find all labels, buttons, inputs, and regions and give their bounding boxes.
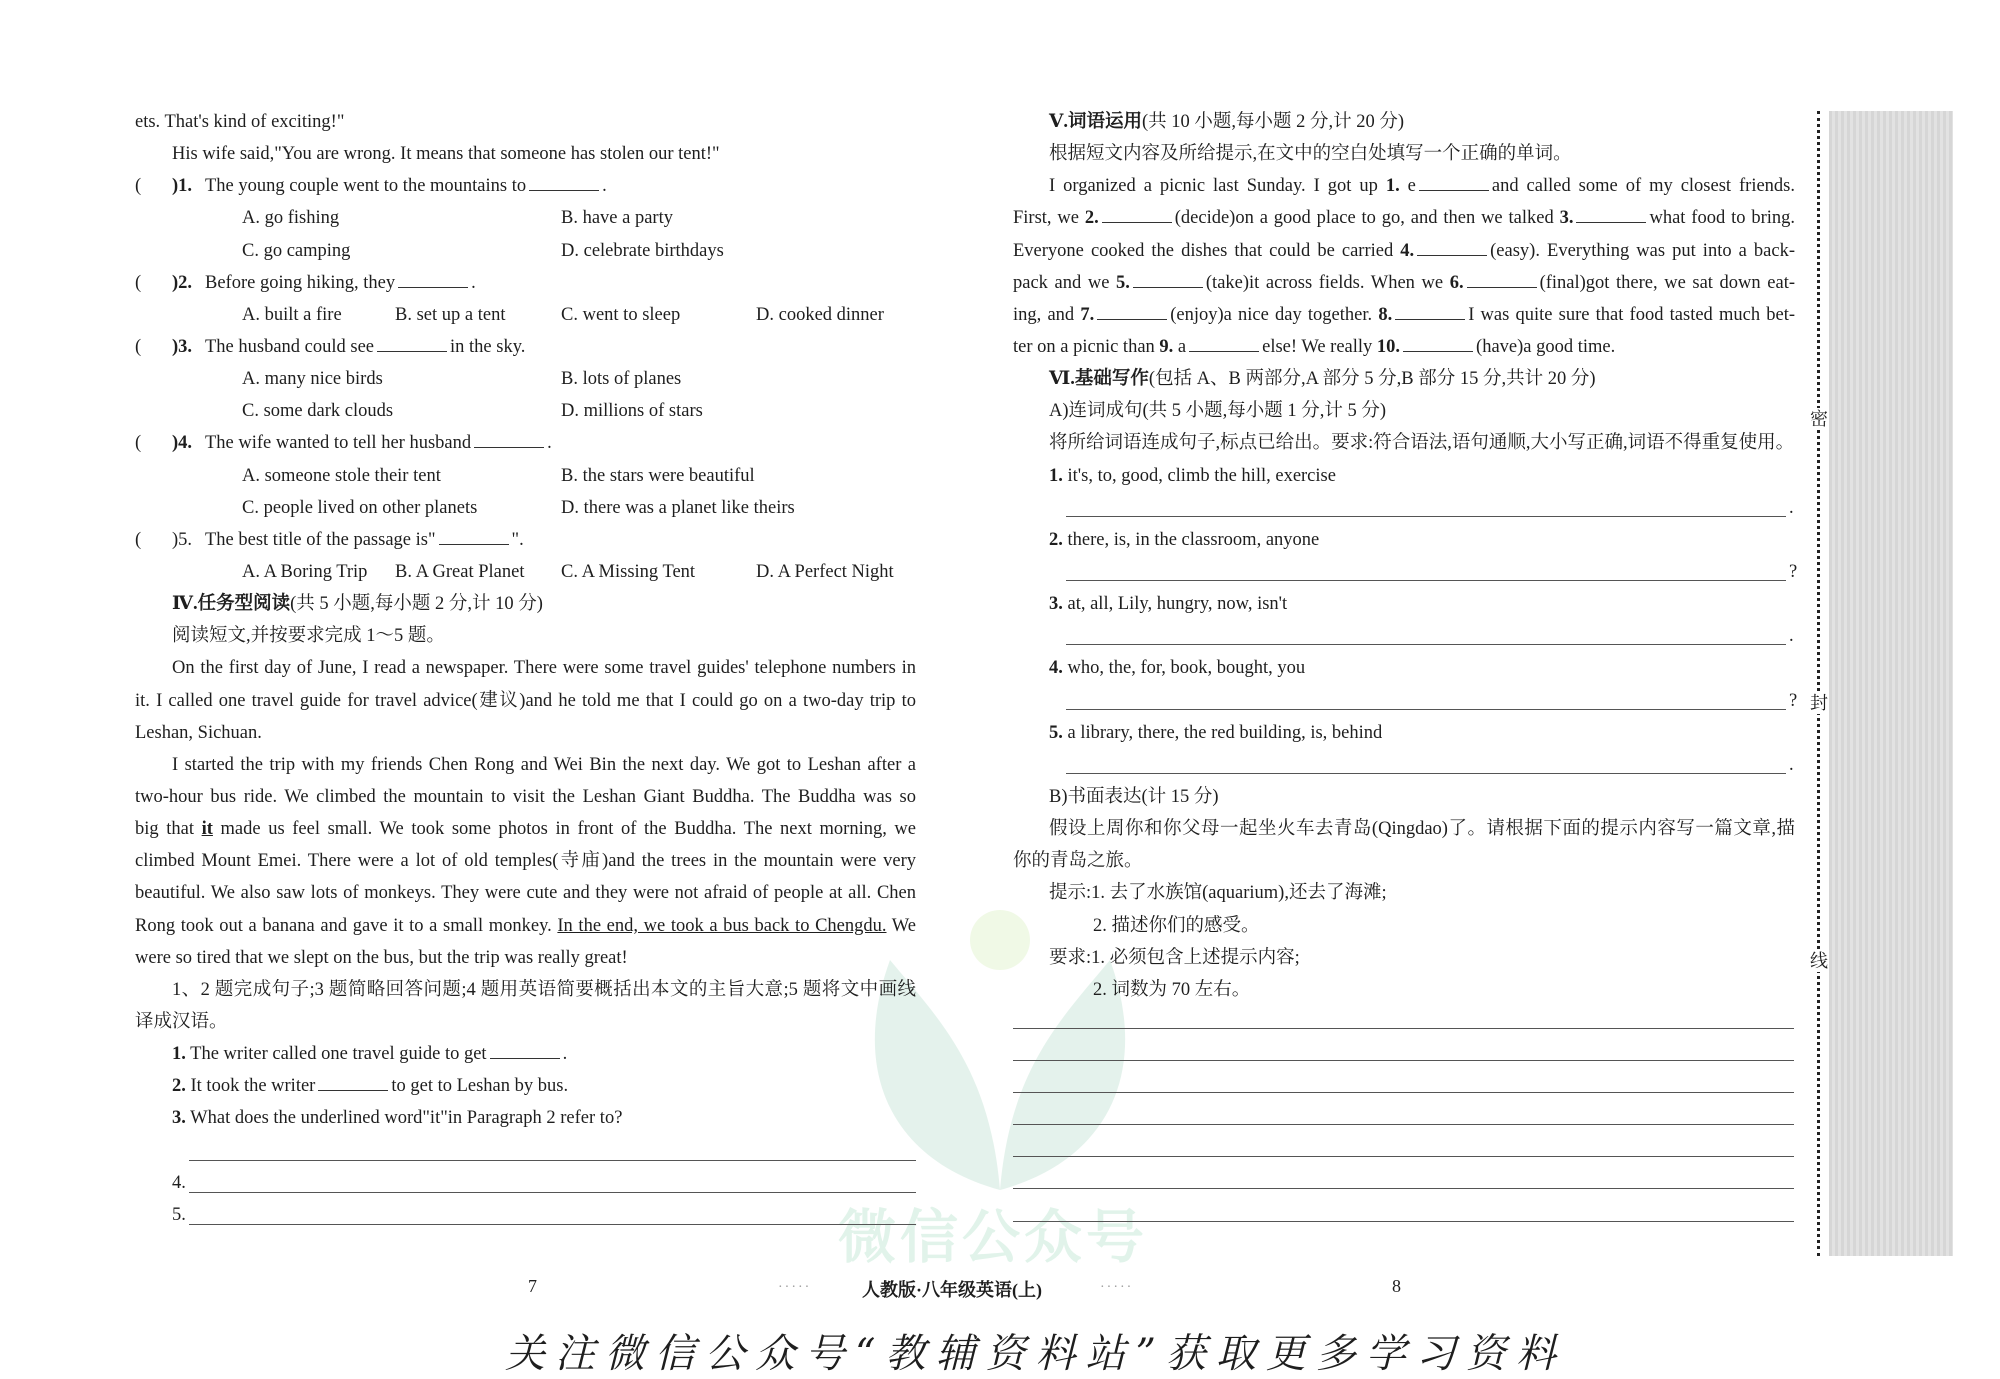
- options-row: [135, 363, 916, 395]
- scramble-item-5: [1049, 717, 1795, 749]
- blank-8[interactable]: [1395, 299, 1465, 320]
- answer-punct: .: [1789, 498, 1794, 518]
- blank-number: 9.: [1159, 337, 1174, 357]
- part-b-prompt: 你的青岛之旅。: [1013, 851, 1143, 871]
- item-words: who, the, for, book, bought, you: [1067, 658, 1306, 678]
- answer-punct: .: [1789, 755, 1794, 775]
- section-title: Ⅵ.基础写作: [1049, 369, 1149, 389]
- writing-line[interactable]: [1013, 1028, 1794, 1029]
- blank: [398, 267, 468, 288]
- option-c: C. A Missing Tent: [561, 562, 696, 582]
- scramble-item-4: [1049, 652, 1795, 684]
- text: I was quite sure that food tasted much bet-: [1468, 305, 1795, 325]
- blank: [439, 524, 509, 545]
- hint: e: [1399, 176, 1416, 196]
- blank-6[interactable]: [1467, 267, 1537, 288]
- answer-line-4[interactable]: [1066, 709, 1786, 710]
- option-d: D. cooked dinner: [756, 305, 884, 325]
- item-words: a library, there, the red building, is, behind: [1067, 723, 1383, 743]
- question-number: )4.: [172, 433, 193, 453]
- task-text: It took the writer: [190, 1076, 316, 1096]
- task-text: The writer called one travel guide to get: [190, 1044, 487, 1064]
- binding-margin: [1829, 111, 1953, 1256]
- item-number: 5.: [1049, 723, 1063, 743]
- part-b-prompt: 假设上周你和你父母一起坐火车去青岛(Qingdao)了。请根据下面的提示内容写一篇文章,描: [1049, 819, 1795, 839]
- passage-line: it. I called one travel guide for travel advice(建议)and he told me that I could go on a two-day trip to: [135, 691, 916, 711]
- options-row: [135, 299, 916, 331]
- binding-label-feng: 封: [1810, 693, 1828, 713]
- answer-line-3[interactable]: [189, 1160, 916, 1161]
- task-end: .: [562, 1044, 568, 1064]
- scramble-item-3: [1049, 588, 1795, 620]
- passage-line: climbed Mount Emei. There were a lot of old temples(寺庙)and the trees in the mountain were very: [135, 851, 916, 871]
- option-c: C. go camping: [242, 241, 351, 261]
- writing-line[interactable]: [1013, 1156, 1794, 1157]
- requirement-2: 2. 词数为 70 左右。: [1093, 980, 1251, 1000]
- question-end: .: [471, 273, 476, 293]
- blank: [474, 427, 544, 448]
- task-1: [172, 1038, 916, 1070]
- option-a: A. go fishing: [242, 208, 340, 228]
- answer-line-2[interactable]: [1066, 580, 1786, 581]
- question-2: [135, 267, 916, 299]
- passage-end-line: ets. That's kind of exciting!": [135, 112, 345, 132]
- item-words: there, is, in the classroom, anyone: [1067, 530, 1320, 550]
- blank-5[interactable]: [1133, 267, 1203, 288]
- section-6-heading: [1049, 363, 1795, 395]
- section-score: (共 5 小题,每小题 2 分,计 10 分): [290, 594, 543, 614]
- passage-line: [135, 910, 916, 942]
- footer-dots: ·····: [778, 1280, 812, 1295]
- promo-banner: 关注微信公众号“教辅资料站”获取更多学习资料: [505, 1331, 1566, 1377]
- item-words: at, all, Lily, hungry, now, isn't: [1067, 594, 1288, 614]
- question-end: .: [602, 176, 607, 196]
- section-title: Ⅴ.词语运用: [1049, 112, 1142, 132]
- text: Rong took out a banana and gave it to a small monkey.: [135, 916, 552, 936]
- option-b: B. set up a tent: [395, 305, 506, 325]
- question-1: [135, 170, 916, 202]
- cloze-line: [1013, 202, 1795, 234]
- answer-punct: ?: [1789, 562, 1798, 582]
- options-row: [135, 460, 916, 492]
- blank-number: 2.: [1084, 208, 1099, 228]
- passage-end-line: His wife said,"You are wrong. It means that someone has stolen our tent!": [172, 144, 720, 164]
- text: what food to bring.: [1649, 208, 1795, 228]
- text: pack and we: [1013, 273, 1117, 293]
- option-d: D. there was a planet like theirs: [561, 498, 795, 518]
- answer-punct: .: [1789, 626, 1794, 646]
- option-d: D. celebrate birthdays: [561, 241, 724, 261]
- answer-line-4[interactable]: [189, 1192, 916, 1193]
- passage-line: [135, 813, 916, 845]
- options-row: [135, 235, 916, 267]
- part-a-instruction: 将所给词语连成句子,标点已给出。要求:符合语法,语句通顺,大小写正确,词语不得重复使用。: [1049, 433, 1795, 453]
- question-3: [135, 331, 916, 363]
- underlined-word-it: it: [201, 819, 213, 839]
- watermark-text: 微信公众号: [838, 1205, 1149, 1270]
- section-4-instruction: 阅读短文,并按要求完成 1～5 题。: [172, 626, 445, 646]
- option-c: C. people lived on other planets: [242, 498, 478, 518]
- option-c: C. some dark clouds: [242, 401, 394, 421]
- blank-number: 5.: [1116, 273, 1130, 293]
- writing-line[interactable]: [1013, 1188, 1794, 1189]
- task-5-label: 5.: [172, 1205, 186, 1225]
- task-3: [172, 1102, 916, 1134]
- section-5-heading: [1049, 106, 1795, 138]
- task-number: 2.: [172, 1076, 186, 1096]
- requirement-1: 要求:1. 必须包含上述提示内容;: [1049, 948, 1300, 968]
- part-b-heading: B)书面表达(计 15 分): [1049, 787, 1219, 807]
- blank-2[interactable]: [1102, 202, 1172, 223]
- answer-line-5[interactable]: [1066, 773, 1786, 774]
- scramble-item-1: [1049, 460, 1795, 492]
- blank-number: 7.: [1080, 305, 1095, 325]
- item-number: 1.: [1049, 466, 1063, 486]
- answer-paren[interactable]: (: [135, 433, 142, 453]
- task-number: 1.: [172, 1044, 186, 1064]
- option-b: B. the stars were beautiful: [561, 466, 755, 486]
- answer-paren[interactable]: (: [135, 530, 142, 550]
- cut-line-dotted: [1817, 111, 1820, 1256]
- cloze-line: [1013, 331, 1795, 363]
- option-d: D. A Perfect Night: [756, 562, 894, 582]
- passage-line: On the first day of June, I read a newspaper. There were some travel guides' telephone numbers in: [172, 658, 916, 678]
- text: (decide)on a good place to go, and then we talked: [1174, 208, 1560, 228]
- answer-paren[interactable]: (: [135, 337, 142, 357]
- cloze-line: [1049, 170, 1795, 202]
- text: (final)got there, we sat down eat-: [1539, 273, 1795, 293]
- question-number: )1.: [172, 176, 193, 196]
- section-title: Ⅳ.任务型阅读: [172, 594, 291, 614]
- blank-number: 8.: [1378, 305, 1393, 325]
- question-5: [135, 524, 916, 556]
- option-b: B. A Great Planet: [395, 562, 525, 582]
- blank-number: 1.: [1385, 176, 1400, 196]
- text: I organized a picnic last Sunday. I got up: [1049, 176, 1386, 196]
- question-text: The wife wanted to tell her husband: [205, 433, 472, 453]
- passage-line: beautiful. We also saw lots of monkeys. They were cute and they were not afraid of people at all. Chen: [135, 883, 916, 903]
- item-words: it's, to, good, climb the hill, exercise: [1067, 466, 1336, 486]
- answer-paren[interactable]: (: [135, 176, 142, 196]
- task-end: to get to Leshan by bus.: [391, 1076, 569, 1096]
- passage-line: I started the trip with my friends Chen Rong and Wei Bin the next day. We got to Leshan after a: [172, 755, 916, 775]
- page-number-right: 8: [1392, 1276, 1401, 1296]
- options-row: [135, 202, 916, 234]
- task-instruction: 译成汉语。: [135, 1012, 228, 1032]
- blank-10[interactable]: [1403, 331, 1473, 352]
- option-a: A. A Boring Trip: [242, 562, 368, 582]
- section-5-instruction: 根据短文内容及所给提示,在文中的空白处填写一个正确的单词。: [1049, 144, 1572, 164]
- task-4-label: 4.: [172, 1173, 186, 1193]
- text: (take)it across fields. When we: [1205, 273, 1450, 293]
- options-row: [135, 556, 916, 588]
- blank-number: 4.: [1400, 241, 1415, 261]
- options-row: [135, 395, 916, 427]
- blank: [490, 1038, 560, 1059]
- scramble-item-2: [1049, 524, 1795, 556]
- hint-1: 提示:1. 去了水族馆(aquarium),还去了海滩;: [1049, 883, 1387, 903]
- question-end: ".: [511, 530, 524, 550]
- text: (enjoy)a nice day together.: [1170, 305, 1379, 325]
- text: First, we: [1013, 208, 1085, 228]
- item-number: 2.: [1049, 530, 1063, 550]
- hint-2: 2. 描述你们的感受。: [1093, 916, 1260, 936]
- blank-1[interactable]: [1419, 170, 1489, 191]
- writing-line[interactable]: [1013, 1092, 1794, 1093]
- underlined-sentence: In the end, we took a bus back to Chengdu.: [557, 916, 887, 936]
- text: (have)a good time.: [1476, 337, 1616, 357]
- text: ter on a picnic than: [1013, 337, 1160, 357]
- part-a-heading: A)连词成句(共 5 小题,每小题 1 分,计 5 分): [1049, 401, 1387, 421]
- footer-dots: ·····: [1100, 1280, 1134, 1295]
- question-text: The husband could see: [205, 337, 375, 357]
- section-score: (共 10 小题,每小题 2 分,计 20 分): [1141, 112, 1405, 132]
- task-2: [172, 1070, 916, 1102]
- blank: [377, 331, 447, 352]
- question-text: The young couple went to the mountains to: [205, 176, 527, 196]
- text: big that: [135, 819, 194, 839]
- question-4: [135, 427, 916, 459]
- item-number: 3.: [1049, 594, 1063, 614]
- question-number: )3.: [172, 337, 193, 357]
- cloze-line: [1013, 267, 1795, 299]
- binding-label-xian: 线: [1810, 951, 1828, 971]
- task-number: 3.: [172, 1108, 186, 1128]
- text: made us feel small. We took some photos in front of the Buddha. The next morning, we: [220, 819, 916, 839]
- option-b: B. have a party: [561, 208, 673, 228]
- page-number-left: 7: [528, 1276, 537, 1296]
- answer-line-1[interactable]: [1066, 516, 1786, 517]
- section-score: (包括 A、B 两部分,A 部分 5 分,B 部分 15 分,共计 20 分): [1148, 369, 1596, 389]
- blank-4[interactable]: [1417, 235, 1487, 256]
- option-d: D. millions of stars: [561, 401, 703, 421]
- cloze-line: [1013, 235, 1795, 267]
- question-text: Before going hiking, they: [205, 273, 396, 293]
- blank: [318, 1070, 388, 1091]
- text: Everyone cooked the dishes that could be carried: [1013, 241, 1401, 261]
- option-a: A. built a fire: [242, 305, 342, 325]
- blank-number: 6.: [1449, 273, 1464, 293]
- text: else! We really: [1262, 337, 1377, 357]
- answer-paren[interactable]: (: [135, 273, 142, 293]
- blank-7[interactable]: [1097, 299, 1167, 320]
- text: and called some of my closest friends.: [1491, 176, 1795, 196]
- option-a: A. many nice birds: [242, 369, 383, 389]
- writing-line[interactable]: [1013, 1060, 1794, 1061]
- blank-number: 10.: [1376, 337, 1401, 357]
- question-end: in the sky.: [450, 337, 526, 357]
- task-text: What does the underlined word"it"in Paragraph 2 refer to?: [190, 1108, 623, 1128]
- writing-line[interactable]: [1013, 1124, 1794, 1125]
- passage-line: Leshan, Sichuan.: [135, 723, 262, 743]
- option-a: A. someone stole their tent: [242, 466, 441, 486]
- cloze-line: [1013, 299, 1795, 331]
- text: We: [891, 916, 916, 936]
- blank-3[interactable]: [1576, 202, 1646, 223]
- footer-book-title: 人教版·八年级英语(上): [862, 1280, 1042, 1300]
- text: ing, and: [1013, 305, 1081, 325]
- section-4-heading: [172, 588, 916, 620]
- blank-number: 3.: [1559, 208, 1574, 228]
- text: (easy). Everything was put into a back-: [1490, 241, 1795, 261]
- item-number: 4.: [1049, 658, 1063, 678]
- task-instruction: 1、2 题完成句子;3 题简略回答问题;4 题用英语简要概括出本文的主旨大意;5 题将文中画线: [172, 980, 916, 1000]
- blank-9[interactable]: [1189, 331, 1259, 352]
- option-b: B. lots of planes: [561, 369, 682, 389]
- question-number: )2.: [172, 273, 193, 293]
- blank: [529, 170, 599, 191]
- answer-punct: ?: [1789, 691, 1798, 711]
- question-text: The best title of the passage is": [205, 530, 436, 550]
- options-row: [135, 492, 916, 524]
- question-end: .: [547, 433, 552, 453]
- answer-line-3[interactable]: [1066, 644, 1786, 645]
- question-number: )5.: [172, 530, 193, 550]
- answer-line-5[interactable]: [189, 1224, 916, 1225]
- hint: a: [1173, 337, 1187, 357]
- passage-line: two-hour bus ride. We climbed the mountain to visit the Leshan Giant Buddha. The Buddha was so: [135, 787, 916, 807]
- writing-line[interactable]: [1013, 1221, 1794, 1222]
- option-c: C. went to sleep: [561, 305, 681, 325]
- passage-line: were so tired that we slept on the bus, but the trip was really great!: [135, 948, 628, 968]
- binding-label-mi: 密: [1810, 409, 1828, 429]
